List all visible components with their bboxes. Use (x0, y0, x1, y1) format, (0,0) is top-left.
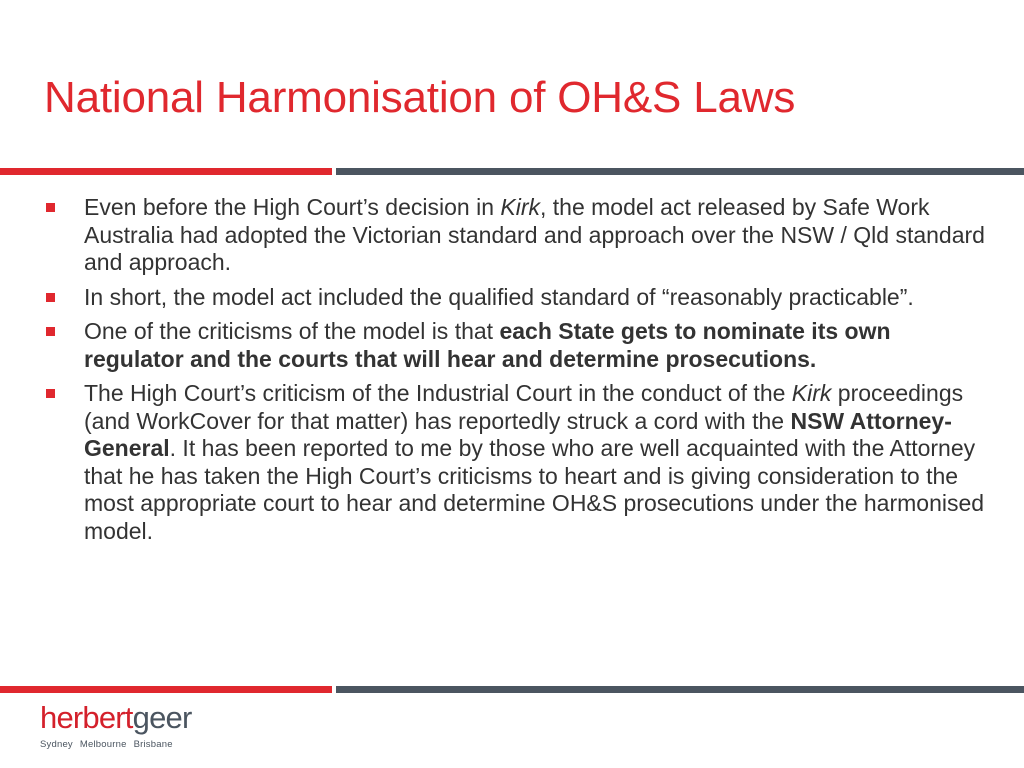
logo-wordmark (40, 700, 240, 736)
bullet-text: Even before the High Court’s decision in (84, 194, 501, 220)
bullet-text: . It has been reported to me by those who are well acquainted with the Attorney that he has taken the High Court’s criticisms to heart and is giving consideration to the most appropriate court to hear and determine OH&S prosecutions under the harmonised model. (84, 435, 985, 544)
bullet-item (46, 380, 986, 545)
logo-word-herbert: herbert (40, 700, 133, 735)
logo-city: Sydney (40, 739, 73, 750)
bullet-item (46, 194, 986, 277)
bottom-divider-grey-segment (336, 686, 1024, 693)
herbertgeer-logo (40, 700, 240, 760)
bullet-square-icon (46, 293, 55, 302)
bullet-text: Kirk (791, 380, 832, 406)
top-divider-grey-segment (336, 168, 1024, 175)
bullet-square-icon (46, 389, 55, 398)
bullet-text: each State gets to nominate its own regulator and the courts that will hear and determine prosecutions. (84, 318, 891, 372)
bullet-text: , the model act released by Safe Work Australia had adopted the Victorian standard and approach over the NSW / Qld standard and approach. (84, 194, 985, 275)
logo-city: Melbourne (79, 739, 127, 750)
logo-word-geer: geer (132, 700, 192, 735)
bullet-list (46, 194, 986, 552)
bullet-text: The High Court’s criticism of the Industrial Court in the conduct of the (84, 380, 792, 406)
logo-city: Brisbane (133, 739, 173, 750)
bullet-item (46, 284, 986, 312)
bullet-text: Kirk (500, 194, 540, 220)
top-divider-red-segment (0, 168, 332, 175)
top-divider (0, 168, 1024, 175)
bottom-divider-red-segment (0, 686, 332, 693)
bullet-text: NSW Attorney-General (84, 407, 952, 461)
bullet-square-icon (46, 327, 55, 336)
bullet-text: proceedings (and WorkCover for that matter) has reportedly struck a cord with the (84, 380, 964, 434)
bullet-text: One of the criticisms of the model is that (84, 318, 500, 344)
logo-cities (40, 739, 240, 750)
bullet-item (46, 318, 986, 373)
bullet-square-icon (46, 203, 55, 212)
bullet-text: In short, the model act included the qualified standard of “reasonably practicable”. (84, 283, 914, 310)
slide-title: National Harmonisation of OH&S Laws (44, 73, 796, 122)
bottom-divider (0, 686, 1024, 693)
